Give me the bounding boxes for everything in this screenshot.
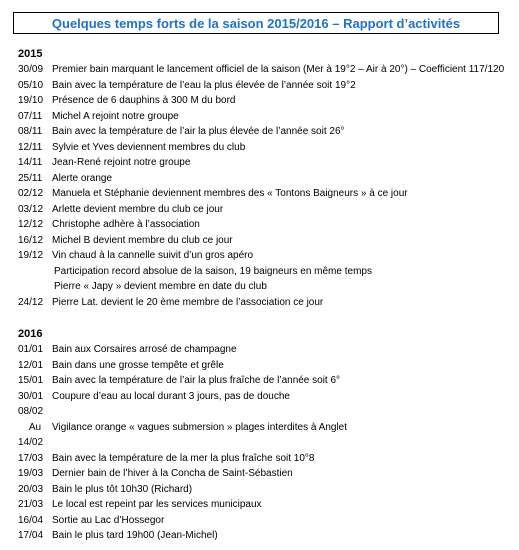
entry-row [18,358,516,374]
section-year: 2016 [18,328,43,340]
entry-date: 17/03 [18,452,44,464]
entry-row [18,248,516,264]
entry-text: Dernier bain de l’hiver à la Concha de Saint-Sébastien [52,468,293,479]
entry-text: Christophe adhère à l’association [52,219,200,230]
entry-text: Coupure d’eau au local durant 3 jours, pas de douche [52,390,290,402]
entry-date: 03/12 [18,203,44,215]
entry-text: Sylvie et Yves deviennent membres du club [52,141,246,153]
entry-date: 12/01 [18,359,44,371]
entry-text: Alerte orange [52,172,113,184]
entry-text [52,404,516,420]
entry-row [18,482,516,498]
entry-row [18,78,516,94]
entry-text: Vigilance orange « vagues submersion » plages interdites à Anglet [52,421,348,433]
entry-text: Vin chaud à la cannelle suivit d’un gros apéro [52,250,254,261]
activity-report [18,46,516,544]
entry-date: 02/12 [18,188,44,199]
entry-date [18,264,52,280]
entry-row [18,217,516,233]
section-year: 2015 [18,48,43,60]
entry-text: Bain avec la température de l’air la plus élevée de l’année soit 26° [52,126,345,137]
entry-date: 12/11 [18,141,43,153]
entry-row [18,264,516,280]
entry-date: 08/11 [18,126,43,137]
entry-row [18,279,516,295]
entry-row [18,451,516,467]
entry-date: 15/01 [18,375,44,386]
entry-text: Bain avec la température de la mer la plus fraîche soit 10°8 [52,452,315,464]
entry-row [18,186,516,202]
entry-row [18,109,516,125]
entry-row [18,140,516,156]
entry-date: 25/11 [18,172,43,184]
entry-date: 14/11 [18,157,43,168]
entry-date: 21/03 [18,499,44,510]
entry-row [18,295,516,311]
entry-date [18,279,52,295]
entry-row [18,342,516,358]
entry-text: Manuela et Stéphanie deviennent membres des « Tontons Baigneurs » à ce jour [52,188,408,199]
entry-row [18,233,516,249]
entry-date: 30/09 [18,64,44,75]
entry-date: 19/12 [18,250,44,261]
entry-text: Bain aux Corsaires arrosé de champagne [52,344,237,355]
entry-text: Sortie au Lac d’Hossegor [52,514,165,526]
entry-date: 12/12 [18,219,44,230]
entry-text: Michel B devient membre du club ce jour [52,234,233,246]
entry-row [18,155,516,171]
title-box [13,12,499,34]
entry-row [18,435,516,451]
entry-row [18,389,516,405]
entry-text: Bain avec la température de l’eau la plus élevée de l’année soit 19°2 [52,79,356,91]
entry-date: 01/01 [18,344,44,355]
entry-date: 19/10 [18,95,44,106]
entry-row [18,420,516,436]
entry-date: 07/11 [18,110,43,122]
entry-text: Participation record absolue de la saison, 19 baigneurs en même temps [54,265,372,277]
entry-row [18,124,516,140]
entry-text: Le local est repeint par les services municipaux [52,499,262,510]
entry-row [18,404,516,420]
entry-row [18,373,516,389]
entry-row [18,497,516,513]
section-gap [18,310,516,326]
entry-date: 17/04 [18,530,44,541]
entry-text: Pierre « Japy » devient membre en date du club [54,281,267,292]
entry-text: Bain le plus tard 19h00 (Jean-Michel) [52,530,218,541]
entry-date: 16/04 [18,514,44,526]
entry-date: 30/01 [18,390,44,402]
entry-date: 20/03 [18,483,44,495]
entry-text: Premier bain marquant le lancement officiel de la saison (Mer à 19°2 – Air à 20°) – Coefficient 117/120 [52,64,505,75]
entry-date: 19/03 [18,468,44,479]
entry-row [18,202,516,218]
entry-row [18,513,516,529]
entry-date: 08/02 [18,406,44,417]
entry-text: Pierre Lat. devient le 20 ème membre de l’association ce jour [52,296,324,308]
entry-date: 14/02 [18,437,44,448]
entry-text: Jean-René rejoint notre groupe [52,157,191,168]
section-2015 [18,46,516,310]
entry-date: 24/12 [18,296,44,308]
entry-text: Arlette devient membre du club ce jour [52,203,224,215]
entry-text: Bain dans une grosse tempête et grêle [52,359,224,371]
entry-text [52,435,516,451]
entry-text: Bain avec la température de l’air la plus fraîche de l’année soit 6° [52,375,341,386]
entry-row [18,466,516,482]
entry-date: 05/10 [18,79,44,91]
entry-row [18,528,516,544]
entry-date: Au [28,421,42,433]
entry-date: 16/12 [18,234,44,246]
entry-text: Présence de 6 dauphins à 300 M du bord [52,95,236,106]
section-2016 [18,326,516,544]
document-title: Quelques temps forts de la saison 2015/2016 – Rapport d’activités [51,15,461,31]
entry-text: Bain le plus tôt 10h30 (Richard) [52,483,193,495]
entry-text: Michel A rejoint notre groupe [52,110,179,122]
entry-row [18,93,516,109]
entry-row [18,171,516,187]
entry-row [18,62,516,78]
